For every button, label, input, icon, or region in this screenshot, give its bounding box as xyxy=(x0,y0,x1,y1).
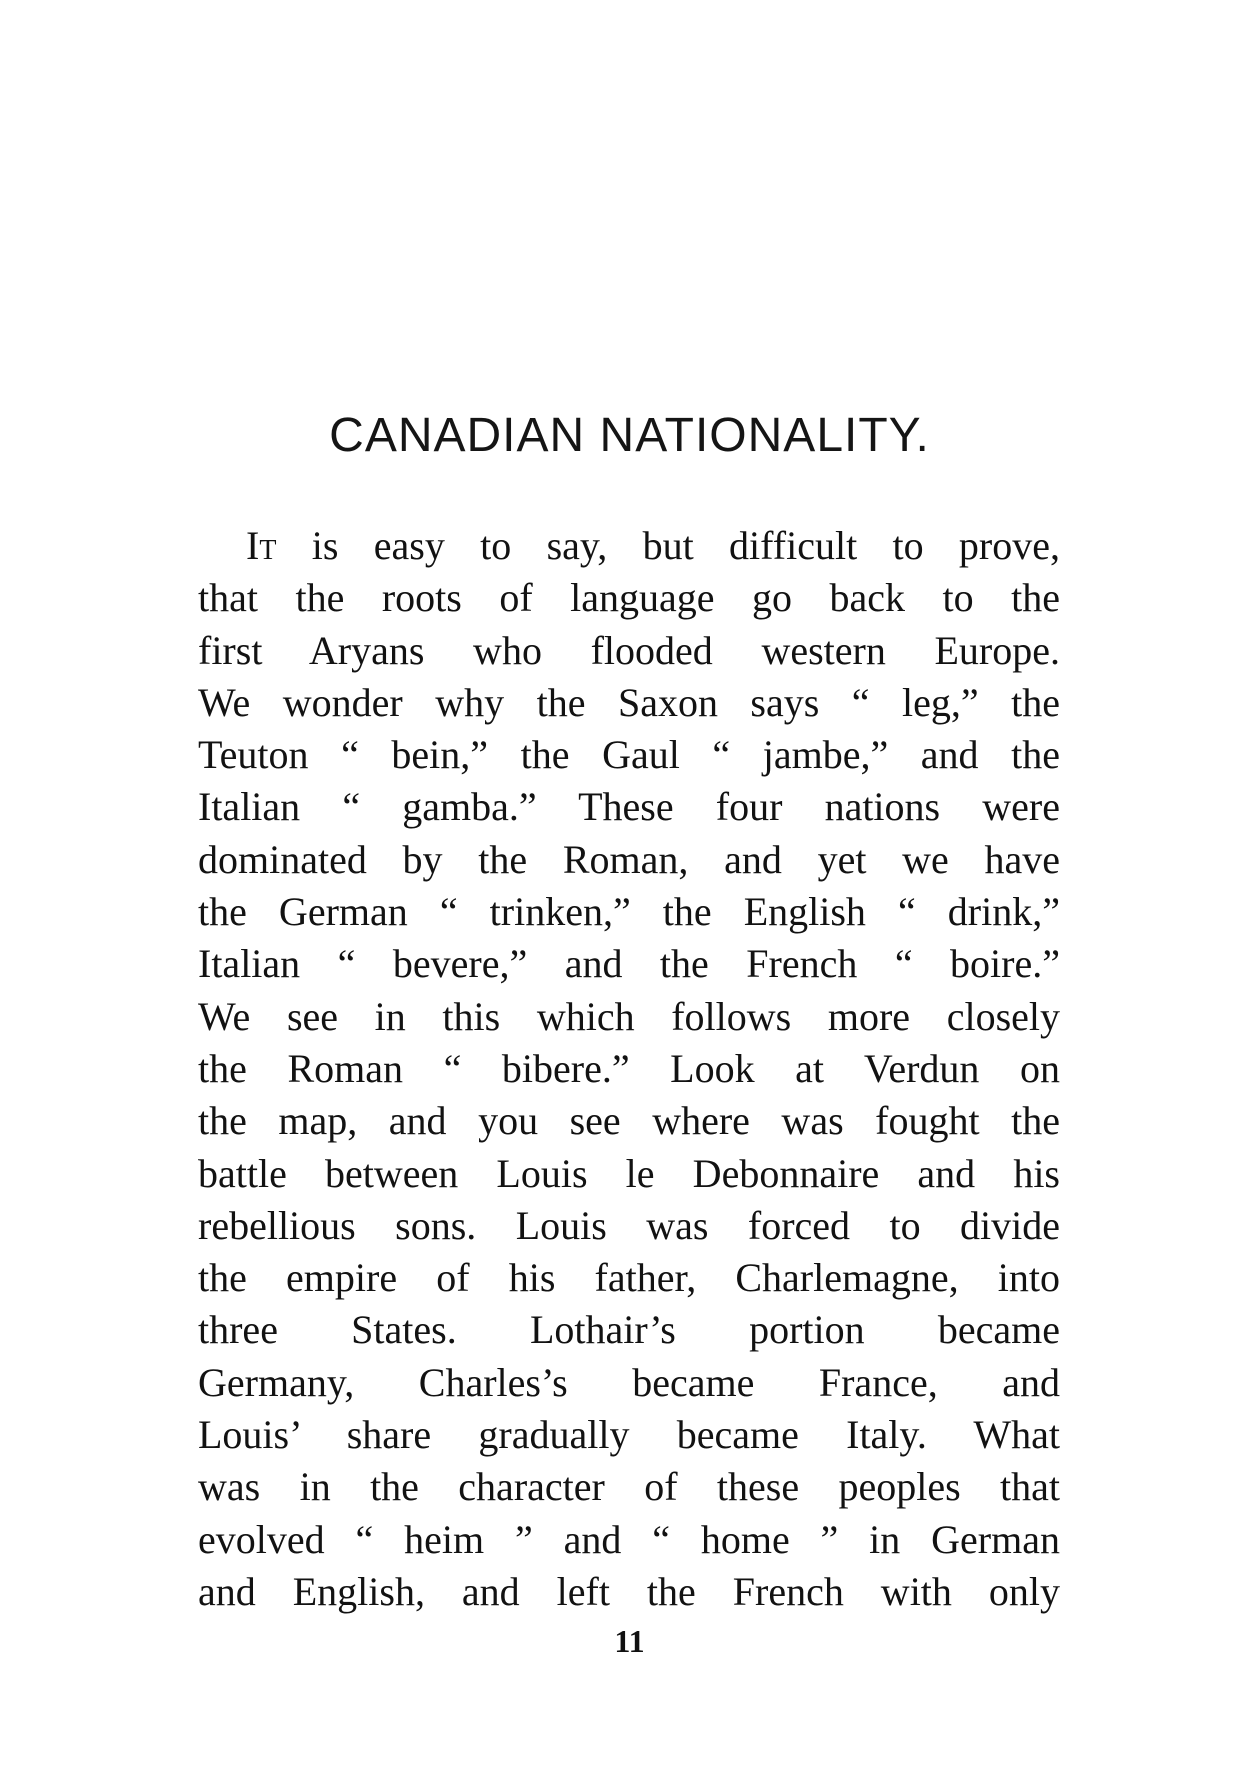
text-line: dominated by the Roman, and yet we have xyxy=(198,836,1060,882)
text-line: Louis’ share gradually became Italy. What xyxy=(198,1412,1060,1458)
text-line: We wonder why the Saxon says “ leg,” the xyxy=(198,679,1060,725)
text-line: Italian “ gamba.” These four nations were xyxy=(198,784,1060,830)
page-number: 11 xyxy=(614,1623,645,1659)
text-line: the empire of his father, Charlemagne, into xyxy=(198,1255,1060,1301)
text-line: We see in this which follows more closely xyxy=(198,993,1060,1039)
text-line: rebellious sons. Louis was forced to divide xyxy=(198,1202,1060,1248)
text-line: Italian “ bevere,” and the French “ boire.” xyxy=(198,941,1060,987)
text-line: evolved “ heim ” and “ home ” in German xyxy=(198,1516,1060,1562)
text-line: first Aryans who flooded western Europe. xyxy=(198,627,1060,673)
text-line: the Roman “ bibere.” Look at Verdun on xyxy=(198,1045,1060,1091)
chapter-title: CANADIAN NATIONALITY. xyxy=(329,409,930,462)
text-line: battle between Louis le Debonnaire and his xyxy=(198,1150,1060,1196)
body-paragraph xyxy=(198,520,1060,1618)
text-line: three States. Lothair’s portion became xyxy=(198,1307,1060,1353)
text-line: the map, and you see where was fought the xyxy=(198,1098,1060,1144)
opening-word: It xyxy=(246,523,277,568)
text-line: It is easy to say, but difficult to prove, xyxy=(246,523,1060,568)
text-line: was in the character of these peoples that xyxy=(198,1464,1060,1510)
text-line: the German “ trinken,” the English “ drink,” xyxy=(198,889,1060,935)
text-line: that the roots of language go back to the xyxy=(198,575,1060,621)
text-line: Germany, Charles’s became France, and xyxy=(198,1359,1060,1405)
text-line: Teuton “ bein,” the Gaul “ jambe,” and the xyxy=(198,732,1060,778)
text-line: and English, and left the French with only xyxy=(198,1568,1060,1614)
